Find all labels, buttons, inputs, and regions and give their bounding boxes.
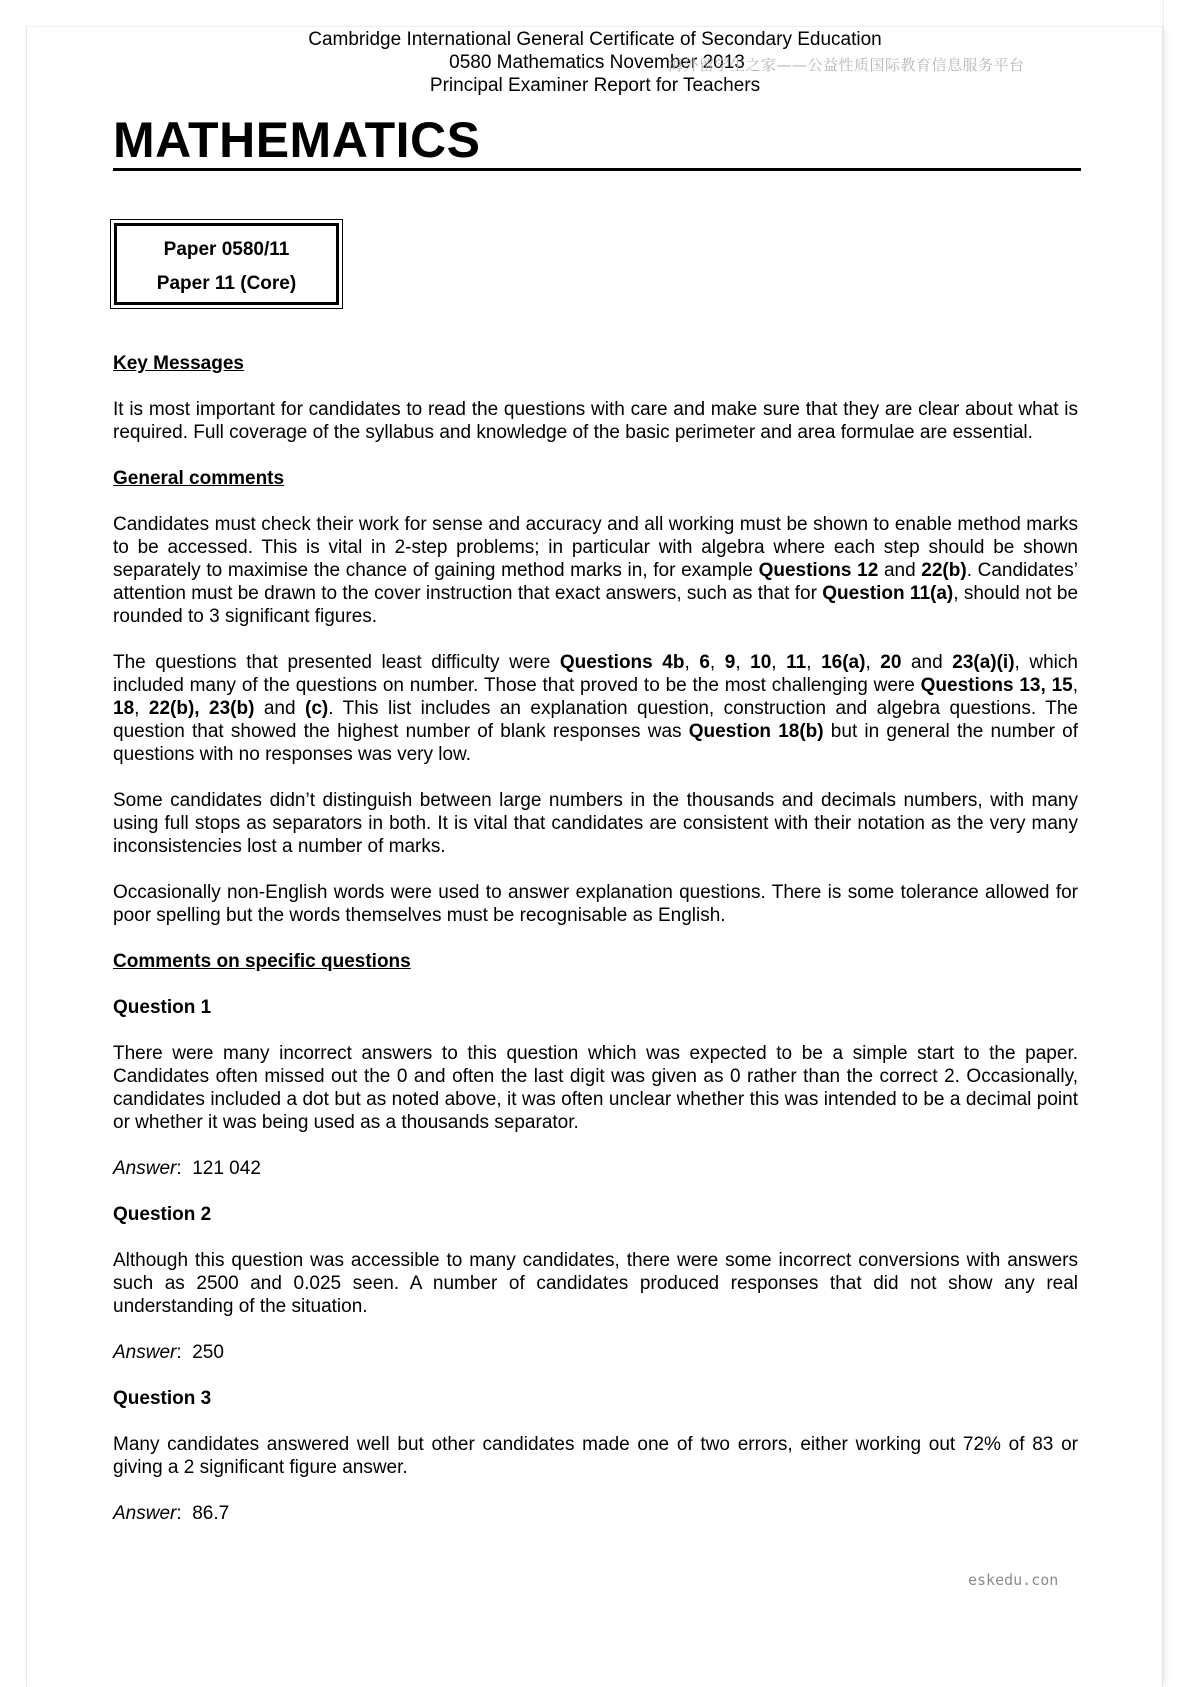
header-watermark: 海外留学生之家——公益性质国际教育信息服务平台 — [668, 56, 1025, 74]
key-messages-text: It is most important for candidates to read the questions with care and make sure that they are clear about what is required. Full coverage of the syllabus and knowledge of the basic perimeter and area formulae are essential. — [113, 399, 1078, 443]
paper-box-inner — [114, 223, 339, 305]
question-ref: Questions 12 — [758, 560, 879, 581]
answer-label: Answer — [113, 1342, 177, 1363]
question-ref: Questions 4b — [559, 652, 685, 673]
page-edge — [1163, 0, 1164, 1684]
question-3-answer: Answer: 86.7 — [113, 1503, 230, 1524]
footer-watermark: eskedu.con — [968, 1571, 1059, 1589]
report-body — [113, 352, 1078, 1548]
question-ref: 22(b) — [921, 560, 967, 581]
answer-value: 121 042 — [192, 1158, 261, 1179]
text-run: but in general the number of questions with no responses was very low. — [113, 721, 1079, 765]
question-2-text: Although this question was accessible to many candidates, there were some incorrect conversions with answers such as 2500 and 0.025 seen. A number of candidates produced responses that did not show any real understanding of the situation. — [113, 1250, 1078, 1317]
question-ref: 9 — [724, 652, 736, 673]
question-ref: 23(a)(i) — [952, 652, 1015, 673]
text-run: The questions that presented least difficulty were — [113, 652, 560, 673]
answer-value: 250 — [192, 1342, 224, 1363]
text-run: , — [806, 652, 822, 673]
general-comments-paragraph-1 — [113, 513, 1078, 628]
text-run: Candidates must check their work for sense and accuracy and all working must be shown to enable method marks to be accessed. This is vital in 2-step problems; in particular with algebra where each step should be shown separately to maximise the chance of gaining method marks in, for example — [113, 514, 1078, 581]
question-ref: 11 — [786, 652, 807, 673]
question-ref: 16(a) — [821, 652, 866, 673]
question-ref: Question 18(b) — [688, 721, 824, 742]
question-ref: Questions 13, 15 — [920, 675, 1073, 696]
text-run: . Candidates’ attention must be drawn to the cover instruction that exact answers, such as that for — [113, 560, 1078, 604]
question-2-answer: Answer: 250 — [113, 1342, 224, 1363]
question-1-text: There were many incorrect answers to this question which was expected to be a simple start to the paper. Candidates often missed out the 0 and often the last digit was given as 0 rather than the correct 2. Occasionally, candidates included a dot but as noted above, it was often unclear whether this was intended to be a decimal point or whether it was being used as a thousands separator. — [113, 1043, 1078, 1133]
general-comments-paragraph-4: Occasionally non-English words were used to answer explanation questions. There is some tolerance allowed for poor spelling but the words themselves must be recognisable as English. — [113, 882, 1078, 926]
header-line-1: Cambridge International General Certificate of Secondary Education — [308, 29, 882, 50]
question-ref: 22(b), 23(b) — [148, 698, 255, 719]
question-ref: 6 — [699, 652, 710, 673]
text-run: , — [771, 652, 787, 673]
question-ref: 18 — [113, 698, 135, 719]
question-ref: (c) — [305, 698, 329, 719]
paper-name: Paper 11 (Core) — [156, 273, 297, 294]
question-1-heading: Question 1 — [113, 997, 212, 1018]
text-run: , should not be rounded to 3 significant figures. — [113, 583, 1079, 627]
question-ref: 10 — [750, 652, 772, 673]
text-run: and — [901, 652, 953, 673]
title-underline — [113, 168, 1081, 171]
header-line-2: 0580 Mathematics November 2013 — [449, 52, 745, 73]
text-run: , — [709, 652, 725, 673]
specific-comments-heading: Comments on specific questions — [113, 951, 411, 972]
key-messages-heading: Key Messages — [113, 353, 244, 374]
question-1-answer: Answer: 121 042 — [113, 1158, 261, 1179]
text-run: , — [865, 652, 881, 673]
text-run: , — [735, 652, 751, 673]
answer-value: 86.7 — [192, 1503, 230, 1524]
paper-box — [110, 219, 343, 309]
answer-label: Answer — [113, 1158, 177, 1179]
text-run: . This list includes an explanation question, construction and algebra questions. The question that showed the highest number of blank responses was — [113, 698, 1078, 742]
paper-code: Paper 0580/11 — [163, 239, 290, 260]
question-ref: Question 11(a) — [822, 583, 954, 604]
general-comments-paragraph-3: Some candidates didn’t distinguish between large numbers in the thousands and decimals numbers, with many using full stops as separators in both. It is vital that candidates are consistent with their notation as the very many inconsistencies lost a number of marks. — [113, 790, 1078, 857]
question-ref: 20 — [880, 652, 902, 673]
general-comments-paragraph-2 — [113, 651, 1078, 766]
question-2-heading: Question 2 — [113, 1204, 212, 1225]
text-run: , — [134, 698, 149, 719]
text-run: , — [1072, 675, 1078, 696]
header-line-3: Principal Examiner Report for Teachers — [429, 75, 761, 96]
question-3-heading: Question 3 — [113, 1388, 212, 1409]
text-run: , which included many of the questions on number. Those that proved to be the most challenging were — [113, 652, 1078, 696]
question-3-text: Many candidates answered well but other candidates made one of two errors, either working out 72% of 83 or giving a 2 significant figure answer. — [113, 1434, 1078, 1478]
general-comments-heading: General comments — [113, 468, 285, 489]
text-run: , — [684, 652, 700, 673]
page-title: MATHEMATICS — [113, 112, 481, 168]
text-run: and — [254, 698, 306, 719]
answer-label: Answer — [113, 1503, 177, 1524]
text-run: and — [878, 560, 922, 581]
